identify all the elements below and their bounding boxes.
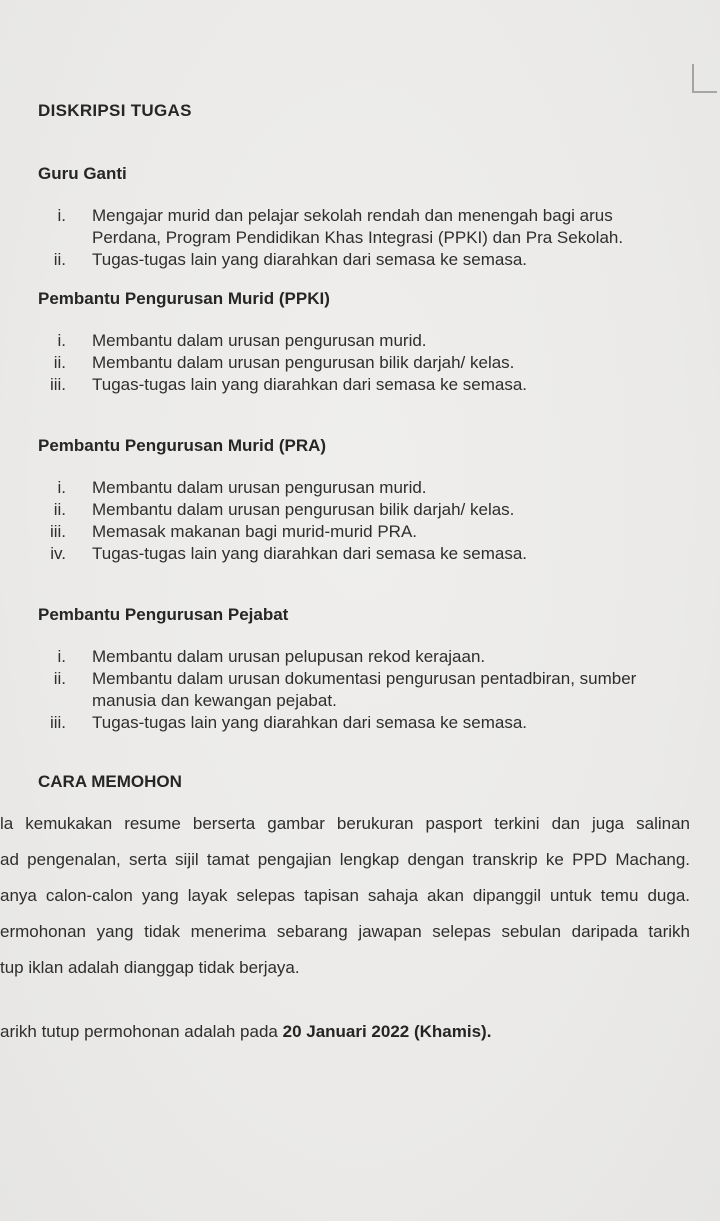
- list-item: [0, 374, 720, 396]
- section-pp-pejabat: [0, 604, 720, 734]
- item-text: Membantu dalam urusan pengurusan bilik darjah/ kelas.: [92, 353, 515, 372]
- section-list: [0, 646, 720, 734]
- item-number: i.: [57, 331, 66, 350]
- section-guru-ganti: [0, 163, 720, 271]
- apply-instructions-paragraph: [0, 812, 690, 992]
- section-heading: Pembantu Pengurusan Murid (PPKI): [38, 289, 330, 308]
- section-heading: Guru Ganti: [38, 164, 127, 183]
- paragraph-line: tup iklan adalah dianggap tidak berjaya.: [0, 958, 300, 977]
- section-list: [0, 477, 720, 565]
- item-text: Memasak makanan bagi murid-murid PRA.: [92, 522, 418, 541]
- item-text: Membantu dalam urusan pengurusan murid.: [92, 331, 427, 350]
- item-text: Membantu dalam urusan dokumentasi pengurusan pentadbiran, sumber manusia dan kewangan pejabat.: [92, 669, 637, 710]
- section-list: [0, 205, 720, 271]
- list-item: [0, 543, 720, 565]
- section-ppm-ppki: [0, 288, 720, 396]
- item-number: iv.: [50, 544, 66, 563]
- item-text: Mengajar murid dan pelajar sekolah rendah dan menengah bagi arus Perdana, Program Pendidikan Khas Integrasi (PPKI) dan Pra Sekolah.: [92, 206, 624, 247]
- item-number: ii.: [53, 353, 66, 372]
- section-heading: Pembantu Pengurusan Pejabat: [38, 605, 289, 624]
- item-text: Membantu dalam urusan pelupusan rekod kerajaan.: [92, 647, 486, 666]
- item-text: Tugas-tugas lain yang diarahkan dari semasa ke semasa.: [92, 250, 527, 269]
- closing-date: 20 Januari 2022 (Khamis).: [282, 1022, 492, 1041]
- list-item: [0, 712, 720, 734]
- section-cara-memohon: [0, 771, 720, 793]
- closing-date-line: [0, 1022, 491, 1042]
- paragraph-line: ad pengenalan, serta sijil tamat pengajian lengkap dengan transkrip ke PPD Machang.: [0, 850, 690, 869]
- item-number: i.: [57, 647, 66, 666]
- item-number: i.: [57, 206, 66, 225]
- list-item: [0, 646, 720, 668]
- paragraph-line: la kemukakan resume berserta gambar berukuran pasport terkini dan juga salinan: [0, 814, 690, 833]
- list-item: [0, 499, 720, 521]
- document-title: DISKRIPSI TUGAS: [38, 101, 192, 120]
- section-list: [0, 330, 720, 396]
- item-number: iii.: [49, 375, 66, 394]
- paragraph-line: ermohonan yang tidak menerima sebarang jawapan selepas sebulan daripada tarikh: [0, 922, 690, 941]
- list-item: [0, 330, 720, 352]
- item-number: iii.: [49, 522, 66, 541]
- list-item: [0, 352, 720, 374]
- item-number: iii.: [49, 713, 66, 732]
- corner-crop-mark: [692, 64, 717, 93]
- item-text: Membantu dalam urusan pengurusan bilik darjah/ kelas.: [92, 500, 515, 519]
- item-text: Tugas-tugas lain yang diarahkan dari semasa ke semasa.: [92, 375, 527, 394]
- item-number: ii.: [53, 250, 66, 269]
- list-item: [0, 521, 720, 543]
- section-heading: CARA MEMOHON: [38, 772, 182, 791]
- paragraph-line: anya calon-calon yang layak selepas tapisan sahaja akan dipanggil untuk temu duga.: [0, 886, 690, 905]
- item-text: Tugas-tugas lain yang diarahkan dari semasa ke semasa.: [92, 713, 527, 732]
- item-number: ii.: [53, 500, 66, 519]
- item-number: i.: [57, 478, 66, 497]
- section-heading: Pembantu Pengurusan Murid (PRA): [38, 436, 327, 455]
- list-item: [0, 477, 720, 499]
- closing-text: arikh tutup permohonan adalah pada: [0, 1022, 283, 1041]
- item-text: Membantu dalam urusan pengurusan murid.: [92, 478, 427, 497]
- list-item: [0, 668, 720, 712]
- item-text: Tugas-tugas lain yang diarahkan dari semasa ke semasa.: [92, 544, 527, 563]
- item-number: ii.: [53, 669, 66, 688]
- list-item: [0, 249, 720, 271]
- list-item: [0, 205, 720, 249]
- section-ppm-pra: [0, 435, 720, 565]
